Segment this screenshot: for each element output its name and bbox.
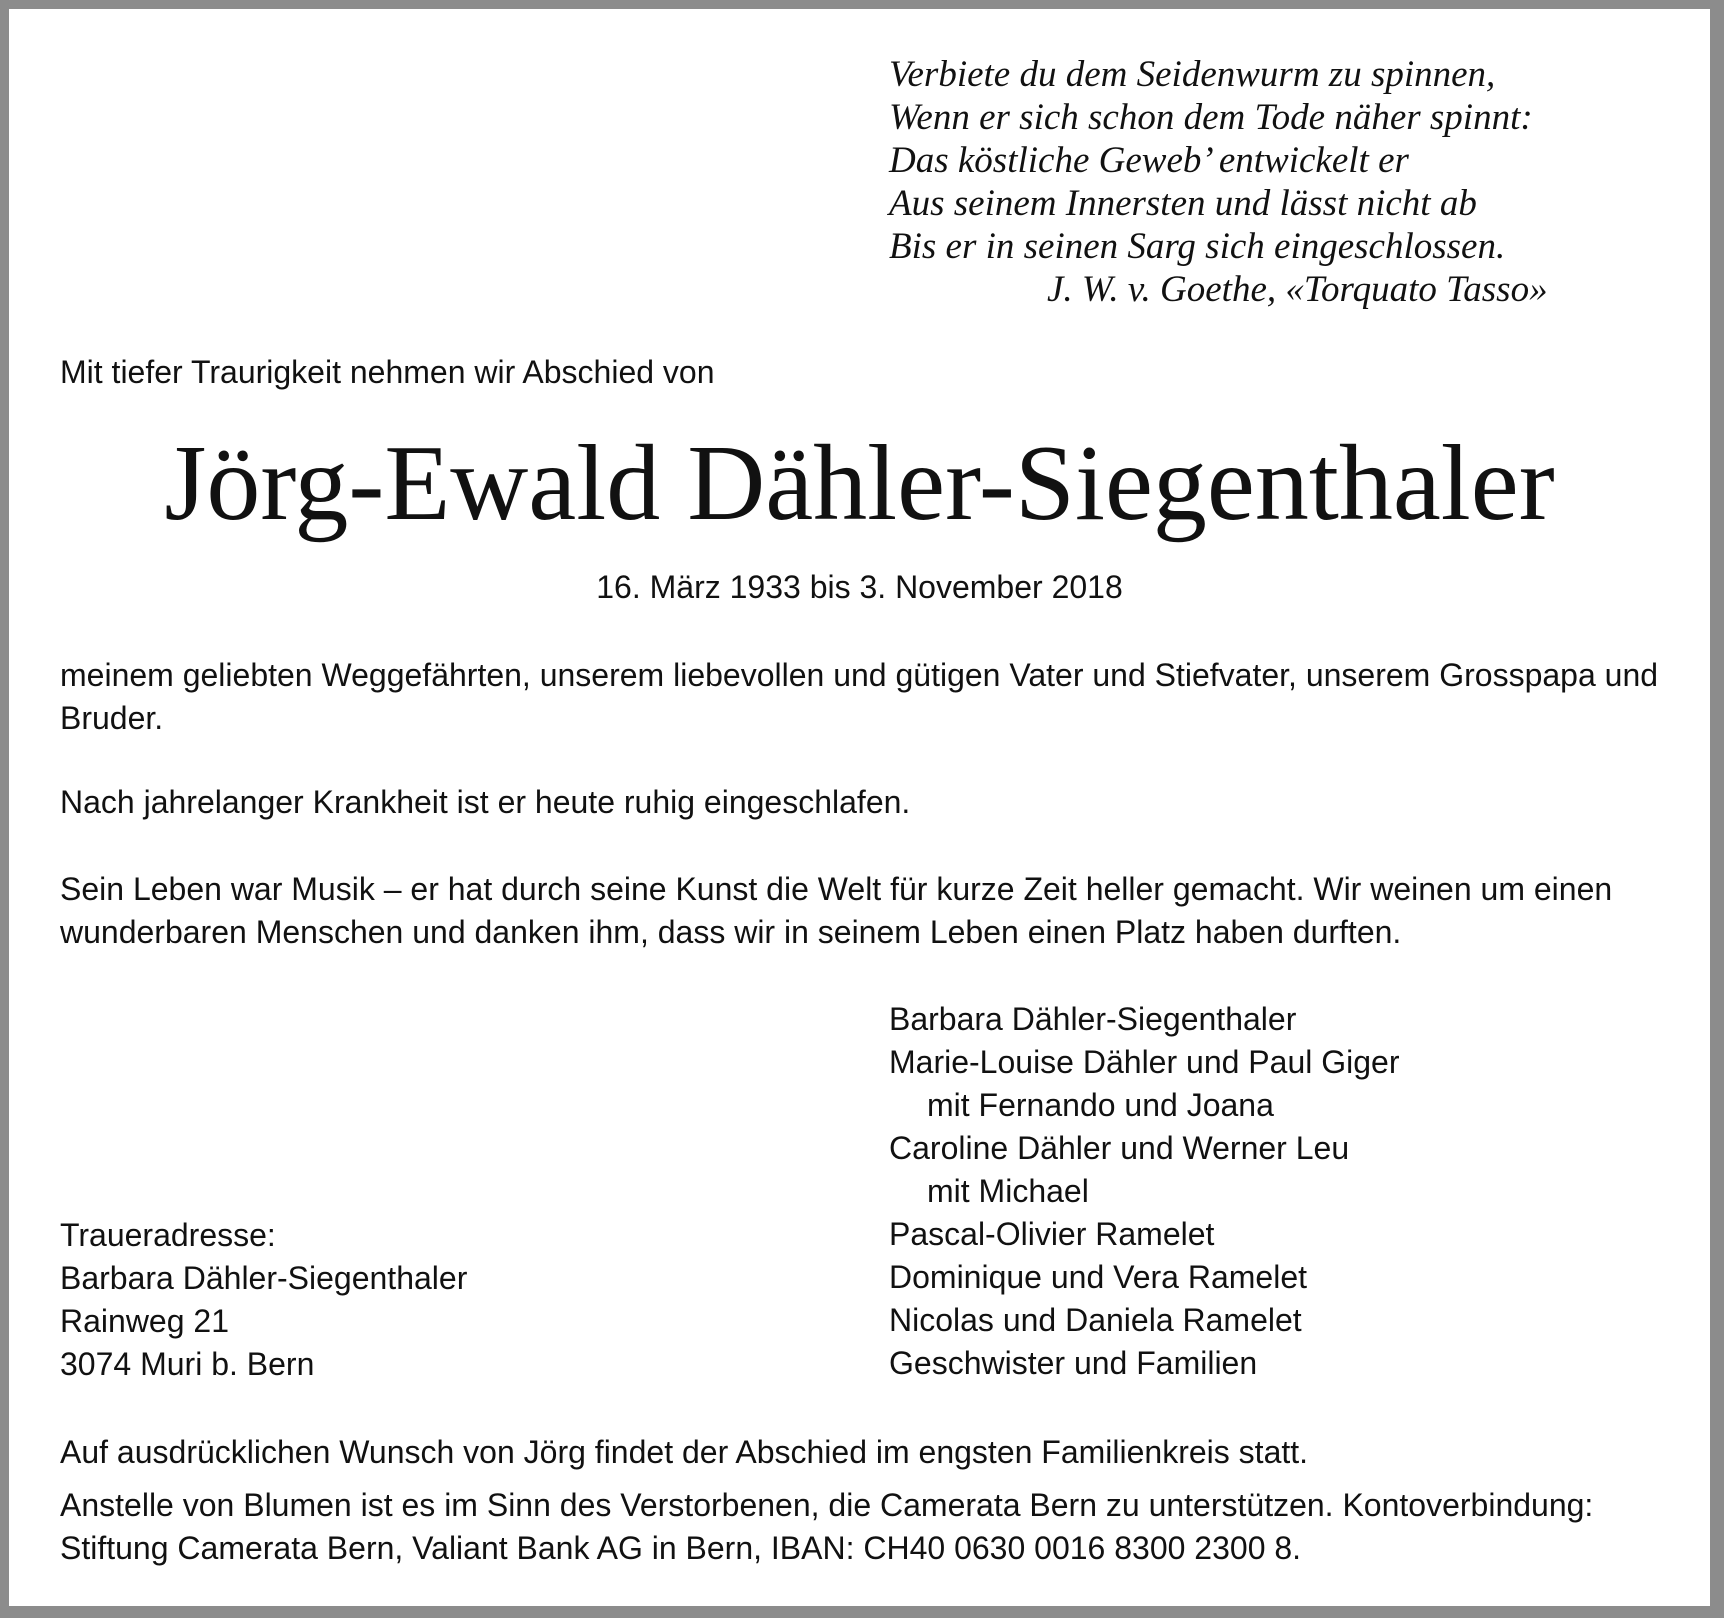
poem-line: Das köstliche Geweb’ entwickelt er bbox=[889, 140, 1409, 181]
poem-line: Wenn er sich schon dem Tode näher spinnt: bbox=[889, 97, 1533, 138]
poem-quote bbox=[889, 53, 1548, 311]
address-street: Rainweg 21 bbox=[60, 1303, 229, 1339]
address-label: Traueradresse: bbox=[60, 1217, 276, 1253]
paragraph-passing: Nach jahrelanger Krankheit ist er heute ruhig eingeschlafen. bbox=[60, 784, 911, 820]
poem-line: Aus seinem Innersten und lässt nicht ab bbox=[889, 183, 1477, 224]
mourner-entry: mit Michael bbox=[927, 1173, 1089, 1209]
mourner-entry: Nicolas und Daniela Ramelet bbox=[889, 1302, 1302, 1338]
mourner-entry: Dominique und Vera Ramelet bbox=[889, 1259, 1308, 1295]
poem-attribution: J. W. v. Goethe, «Torquato Tasso» bbox=[1047, 269, 1548, 310]
deceased-name: Jörg-Ewald Dähler-Siegenthaler bbox=[164, 424, 1555, 543]
paragraph-farewell-note: Auf ausdrücklichen Wunsch von Jörg findet der Abschied im engsten Familienkreis statt. bbox=[60, 1434, 1309, 1470]
poem-line: Bis er in seinen Sarg sich eingeschlossen. bbox=[889, 226, 1506, 267]
mourner-entry: Geschwister und Familien bbox=[889, 1345, 1258, 1381]
life-dates: 16. März 1933 bis 3. November 2018 bbox=[596, 569, 1123, 605]
mourners-list bbox=[889, 998, 1399, 1385]
paragraph-donation-note: Anstelle von Blumen ist es im Sinn des Verstorbenen, die Camerata Bern zu unterstützen. Kontoverbindung: Stiftung Camerata Bern, Valiant Bank AG in Bern, IBAN: CH40 0630 0016 8300 2300 8. bbox=[60, 1487, 1594, 1566]
mourner-entry: Caroline Dähler und Werner Leu bbox=[889, 1130, 1350, 1166]
paragraph-relations: meinem geliebten Weggefährten, unserem liebevollen und gütigen Vater und Stiefvater, unserem Grosspapa und Bruder. bbox=[60, 657, 1659, 736]
address-city: 3074 Muri b. Bern bbox=[60, 1346, 315, 1382]
obituary-page bbox=[9, 9, 1710, 1606]
mourner-entry: Marie-Louise Dähler und Paul Giger bbox=[889, 1044, 1400, 1080]
intro-text: Mit tiefer Traurigkeit nehmen wir Abschied von bbox=[60, 354, 715, 390]
mourner-entry: Barbara Dähler-Siegenthaler bbox=[889, 1001, 1297, 1037]
mourner-entry: mit Fernando und Joana bbox=[927, 1087, 1274, 1123]
address-name: Barbara Dähler-Siegenthaler bbox=[60, 1260, 468, 1296]
mourning-address bbox=[60, 1214, 467, 1386]
paragraph-tribute: Sein Leben war Musik – er hat durch seine Kunst die Welt für kurze Zeit heller gemacht. Wir weinen um einen wunderbaren Menschen und danken ihm, dass wir in seinem Leben einen Platz haben durften. bbox=[60, 871, 1613, 950]
poem-line: Verbiete du dem Seidenwurm zu spinnen, bbox=[889, 54, 1496, 95]
mourner-entry: Pascal-Olivier Ramelet bbox=[889, 1216, 1215, 1252]
